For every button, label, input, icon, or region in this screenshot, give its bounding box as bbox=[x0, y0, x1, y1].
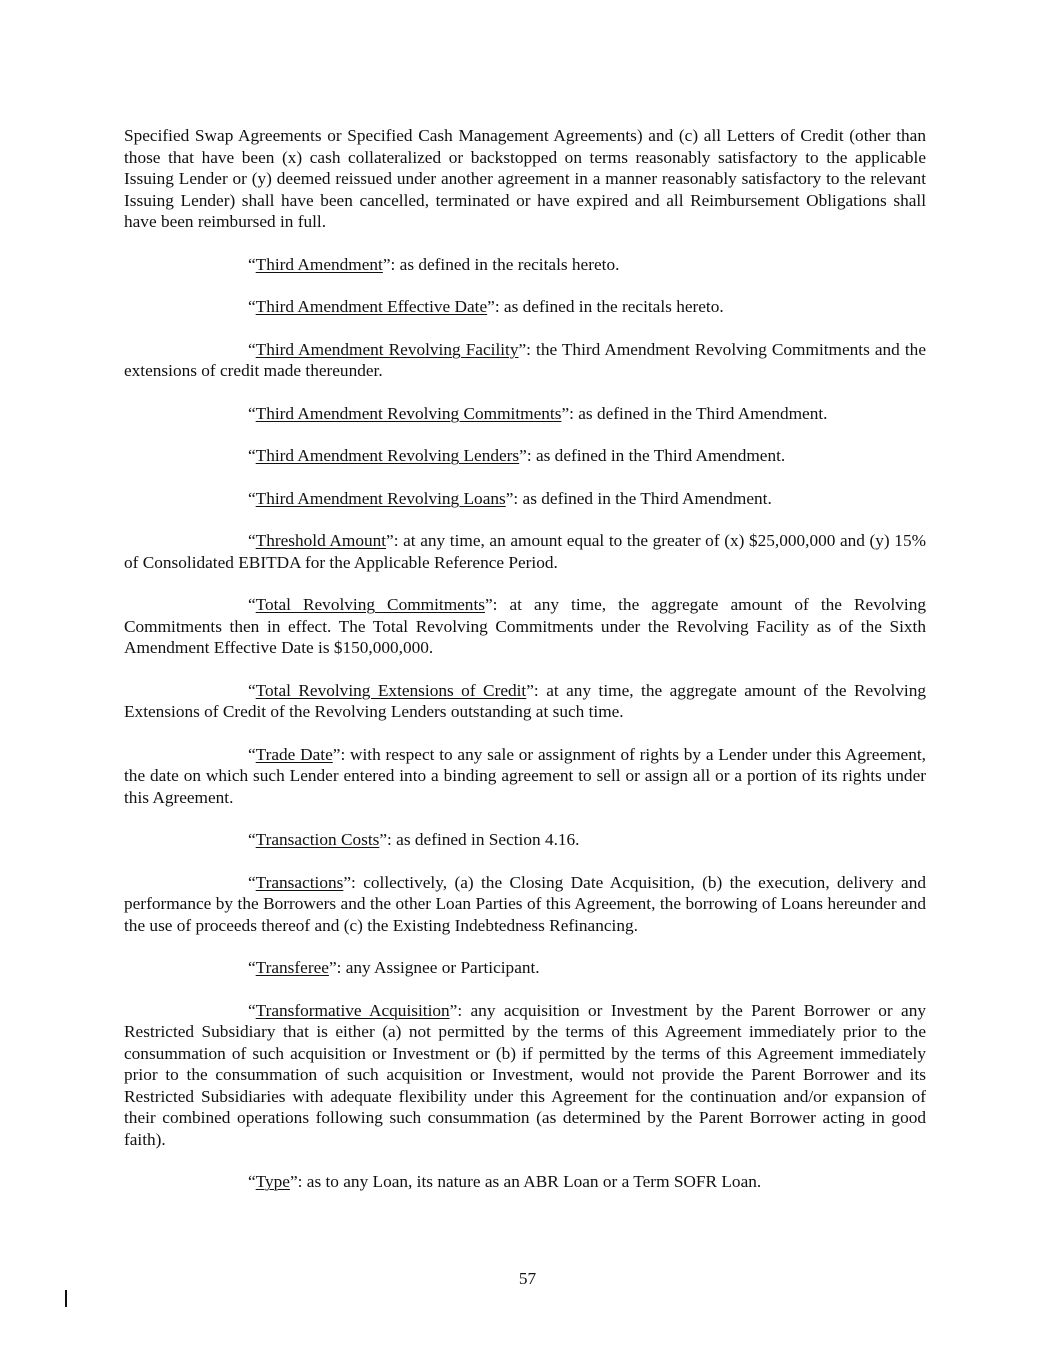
definition-text: : the Third Amendment Revolving Commitments and the extensions of credit made thereunder. bbox=[124, 339, 926, 380]
opening-paragraph: Specified Swap Agreements or Specified Cash Management Agreements) and (c) all Letters of Credit (other than those that have been (x) cash collateralized or backstopped on terms reasonably satisfactory to the applicable Issuing Lender or (y) deemed reissued under another agreement in a manner reasonably satisfactory to the relevant Issuing Lender) shall have been cancelled, terminated or have expired and all Reimbursement Obligations shall have been reimbursed in full. bbox=[124, 126, 926, 231]
defined-term: Third Amendment Effective Date bbox=[255, 297, 488, 316]
definition-type bbox=[124, 1171, 926, 1193]
definition-text: : at any time, the aggregate amount of the Revolving Commitments then in effect. The Total Revolving Commitments under the Revolving Facility as of the Sixth Amendment Effective Date is $150,000,000. bbox=[124, 595, 926, 657]
defined-term: Type bbox=[255, 1172, 290, 1191]
close-quote: ” bbox=[328, 958, 337, 977]
defined-term: Threshold Amount bbox=[255, 531, 387, 550]
open-quote: “ bbox=[248, 1000, 256, 1020]
definition-text: : as defined in the Third Amendment. bbox=[569, 403, 828, 423]
defined-term: Transformative Acquisition bbox=[255, 1000, 450, 1020]
close-quote: ” bbox=[332, 744, 341, 764]
close-quote: ” bbox=[519, 446, 527, 465]
defined-term: Transferee bbox=[255, 958, 329, 977]
definition-transactions bbox=[124, 872, 926, 937]
definition-transferee bbox=[124, 957, 926, 979]
open-quote: “ bbox=[248, 1172, 256, 1191]
open-quote: “ bbox=[248, 254, 256, 274]
defined-term: Transaction Costs bbox=[255, 830, 380, 849]
close-quote: ” bbox=[382, 254, 391, 274]
close-quote: ” bbox=[343, 872, 352, 892]
open-quote: “ bbox=[248, 680, 256, 700]
open-quote: “ bbox=[248, 830, 256, 849]
definition-text: : any acquisition or Investment by the Parent Borrower or any Restricted Subsidiary that is either (a) not permitted by the terms of this Agreement immediately prior to the consummation of such acquisition or Investment or (b) if permitted by the terms of this Agreement immediately prior to the consummation of such acquisition or Investment, would not provide the Parent Borrower and its Restricted Subsidiaries with adequate flexibility under this Agreement for the continuation and/or expansion of their combined operations following such consummation (as determined by the Parent Borrower acting in good faith). bbox=[124, 1000, 926, 1149]
defined-term: Third Amendment Revolving Loans bbox=[255, 488, 506, 508]
page-number: 57 bbox=[518, 1269, 537, 1288]
revision-change-bar bbox=[65, 1290, 67, 1307]
definition-text: : at any time, an amount equal to the greater of (x) $25,000,000 and (y) 15% of Consolidated EBITDA for the Applicable Reference Period. bbox=[124, 531, 926, 572]
definition-third-amendment-revolving-commitments bbox=[124, 403, 926, 425]
close-quote: ” bbox=[526, 680, 534, 700]
open-quote: “ bbox=[248, 958, 256, 977]
close-quote: ” bbox=[487, 297, 495, 316]
document-body bbox=[124, 125, 926, 1214]
definition-third-amendment-effective-date bbox=[124, 296, 926, 318]
definition-text: : collectively, (a) the Closing Date Acquisition, (b) the execution, delivery and performance by the Borrowers and the other Loan Parties of this Agreement, the borrowing of Loans hereunder and the use of proceeds thereof and (c) the Existing Indebtedness Refinancing. bbox=[124, 872, 926, 935]
defined-term: Third Amendment bbox=[255, 254, 383, 274]
close-quote: ” bbox=[386, 531, 394, 550]
definition-text: : at any time, the aggregate amount of the Revolving Extensions of Credit of the Revolving Lenders outstanding at such time. bbox=[124, 680, 927, 721]
open-quote: “ bbox=[248, 339, 256, 359]
open-quote: “ bbox=[248, 531, 256, 550]
defined-term: Total Revolving Commitments bbox=[255, 595, 485, 614]
open-quote: “ bbox=[248, 488, 256, 508]
definition-text: : as defined in the recitals hereto. bbox=[390, 254, 620, 274]
close-quote: ” bbox=[518, 339, 527, 359]
definition-text: : as defined in Section 4.16. bbox=[387, 830, 580, 849]
definition-third-amendment-revolving-facility bbox=[124, 339, 926, 382]
defined-term: Third Amendment Revolving Lenders bbox=[255, 446, 520, 465]
open-quote: “ bbox=[248, 403, 256, 423]
definition-text: : any Assignee or Participant. bbox=[336, 958, 540, 977]
close-quote: ” bbox=[484, 595, 493, 614]
definition-text: : as defined in the recitals hereto. bbox=[494, 297, 724, 316]
close-quote: ” bbox=[561, 403, 570, 423]
defined-term: Trade Date bbox=[255, 744, 333, 764]
defined-term: Third Amendment Revolving Commitments bbox=[255, 403, 562, 423]
close-quote: ” bbox=[379, 830, 388, 849]
definition-total-revolving-commitments bbox=[124, 594, 926, 659]
open-quote: “ bbox=[248, 297, 256, 316]
definition-text: : with respect to any sale or assignment of rights by a Lender under this Agreement, the date on which such Lender entered into a binding agreement to sell or assign all or a portion of its rights under this Agreement. bbox=[124, 744, 926, 807]
definition-total-revolving-extensions-of-credit bbox=[124, 680, 926, 723]
definition-third-amendment-revolving-loans bbox=[124, 488, 926, 510]
definition-trade-date bbox=[124, 744, 926, 809]
defined-term: Transactions bbox=[255, 872, 344, 892]
definition-third-amendment-revolving-lenders bbox=[124, 445, 926, 467]
close-quote: ” bbox=[505, 488, 514, 508]
open-quote: “ bbox=[248, 744, 256, 764]
open-quote: “ bbox=[248, 446, 256, 465]
close-quote: ” bbox=[289, 1172, 298, 1191]
definition-transaction-costs bbox=[124, 829, 926, 851]
definition-transformative-acquisition bbox=[124, 1000, 926, 1151]
definition-text: : as defined in the Third Amendment. bbox=[526, 446, 786, 465]
open-quote: “ bbox=[248, 595, 256, 614]
definition-third-amendment bbox=[124, 254, 926, 276]
defined-term: Total Revolving Extensions of Credit bbox=[255, 680, 527, 700]
definition-text: : as defined in the Third Amendment. bbox=[513, 488, 772, 508]
open-quote: “ bbox=[248, 872, 256, 892]
defined-term: Third Amendment Revolving Facility bbox=[255, 339, 519, 359]
close-quote: ” bbox=[449, 1000, 458, 1020]
definition-threshold-amount bbox=[124, 530, 926, 573]
definition-text: : as to any Loan, its nature as an ABR Loan or a Term SOFR Loan. bbox=[297, 1172, 762, 1191]
